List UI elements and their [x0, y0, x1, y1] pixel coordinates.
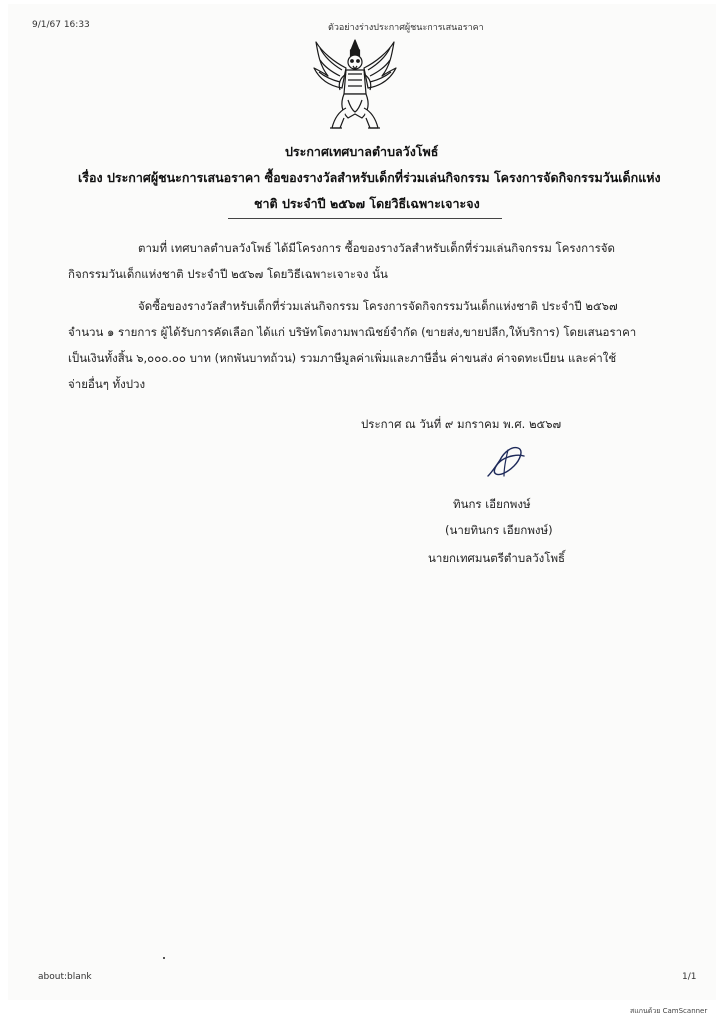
- issuer-title: ประกาศเทศบาลตำบลวังโพธ์: [285, 144, 439, 159]
- paragraph-2-line-4: จ่ายอื่นๆ ทั้งปวง: [68, 377, 146, 391]
- scan-speck: [163, 957, 165, 959]
- paragraph-2-line-1: จัดซื้อของรางวัลสำหรับเด็กที่ร่วมเล่นกิจกรรม โครงการจัดกิจกรรมวันเด็กแห่งชาติ ประจำปี ๒๕๖๗: [138, 299, 618, 313]
- print-page-title: ตัวอย่างร่างประกาศผู้ชนะการเสนอราคา: [328, 23, 484, 33]
- garuda-emblem-icon: [310, 38, 400, 132]
- document-page: [8, 4, 716, 1000]
- paragraph-1-line-2: กิจกรรมวันเด็กแห่งชาติ ประจำปี ๒๕๖๗ โดยวิธีเฉพาะเจาะจง นั้น: [68, 267, 388, 281]
- title-divider: [228, 218, 502, 219]
- paragraph-2-line-3: เป็นเงินทั้งสิ้น ๖,๐๐๐.๐๐ บาท (หกพันบาทถ้วน) รวมภาษีมูลค่าเพิ่มและภาษีอื่น ค่าขนส่ง ค่าจดทะเบียน และค่าใช้: [68, 351, 617, 365]
- subject-line-2: ชาติ ประจำปี ๒๕๖๗ โดยวิธีเฉพาะเจาะจง: [254, 196, 480, 211]
- print-timestamp: 9/1/67 16:33: [32, 20, 90, 30]
- camscanner-watermark: สแกนด้วย CamScanner: [630, 1007, 708, 1015]
- print-url: about:blank: [38, 972, 92, 982]
- subject-line-1: เรื่อง ประกาศผู้ชนะการเสนอราคา ซื้อของรางวัลสำหรับเด็กที่ร่วมเล่นกิจกรรม โครงการจัดกิจกรรมวันเด็กแห่ง: [78, 170, 661, 185]
- paragraph-2-line-2: จำนวน ๑ รายการ ผู้ได้รับการคัดเลือก ได้แก่ บริษัทโตงามพาณิชย์จำกัด (ขายส่ง,ขายปลีก,ให้บริการ) โดยเสนอราคา: [68, 325, 637, 339]
- print-page-number: 1/1: [682, 972, 697, 982]
- paragraph-1-line-1: ตามที่ เทศบาลตำบลวังโพธ์ ได้มีโครงการ ซื้อของรางวัลสำหรับเด็กที่ร่วมเล่นกิจกรรม โครงการจัด: [138, 241, 615, 255]
- signatory-position: นายกเทศมนตรีตำบลวังโพธิ์: [428, 551, 566, 565]
- signatory-full-name: (นายทินกร เอียกพงษ์): [445, 523, 553, 537]
- handwritten-signature: [482, 442, 532, 482]
- announce-date: ประกาศ ณ วันที่ ๙ มกราคม พ.ศ. ๒๕๖๗: [361, 417, 562, 431]
- signatory-name: ทินกร เอียกพงษ์: [453, 497, 531, 511]
